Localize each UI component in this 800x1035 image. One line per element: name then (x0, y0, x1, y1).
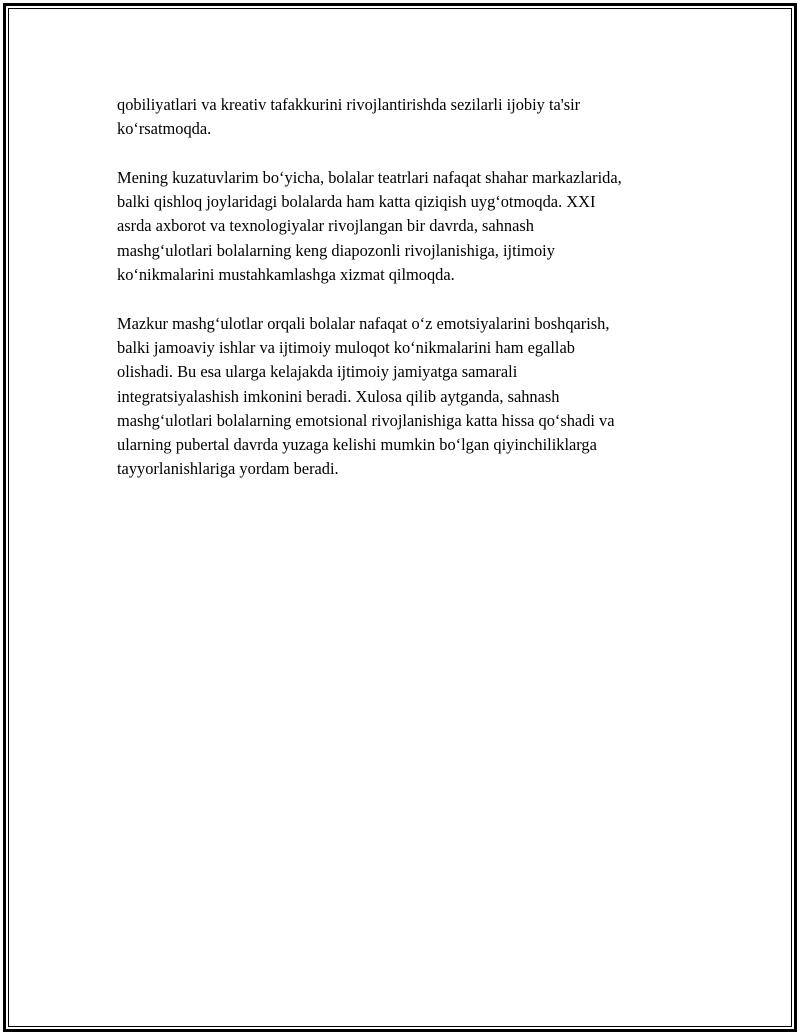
text-line: asrda axborot va texnologiyalar rivojlangan bir davrda, sahnash (117, 216, 534, 236)
text-line: Mazkur mashgʻulotlar orqali bolalar nafaqat oʻz emotsiyalarini boshqarish, (117, 313, 610, 333)
paragraph-spacer (117, 287, 707, 311)
text-line: koʻnikmalarini mustahkamlashga xizmat qilmoqda. (117, 265, 455, 285)
text-line: mashgʻulotlari bolalarning keng diapozonli rivojlanishiga, ijtimoiy (117, 240, 555, 260)
paragraph-spacer (117, 142, 707, 166)
text-line: ularning pubertal davrda yuzaga kelishi mumkin boʻlgan qiyinchiliklarga (117, 435, 597, 455)
paragraph-3 (117, 312, 707, 482)
paragraph-2 (117, 166, 707, 287)
text-line: olishadi. Bu esa ularga kelajakda ijtimoiy jamiyatga samarali (117, 362, 518, 382)
document-body (117, 93, 707, 482)
text-line: balki jamoaviy ishlar va ijtimoiy muloqot koʻnikmalarini ham egallab (117, 337, 575, 357)
text-line: balki qishloq joylaridagi bolalarda ham katta qiziqish uygʻotmoqda. XXI (117, 192, 596, 212)
text-line: integratsiyalashish imkonini beradi. Xulosa qilib aytganda, sahnash (117, 386, 560, 406)
text-line: koʻrsatmoqda. (117, 119, 212, 139)
paragraph-1 (117, 93, 707, 142)
text-line: Mening kuzatuvlarim boʻyicha, bolalar teatrlari nafaqat shahar markazlarida, (117, 167, 622, 187)
text-line: mashgʻulotlari bolalarning emotsional rivojlanishiga katta hissa qoʻshadi va (117, 410, 615, 430)
text-line: tayyorlanishlariga yordam beradi. (117, 459, 339, 479)
text-line: qobiliyatlari va kreativ tafakkurini rivojlantirishda sezilarli ijobiy ta'sir (117, 95, 581, 114)
